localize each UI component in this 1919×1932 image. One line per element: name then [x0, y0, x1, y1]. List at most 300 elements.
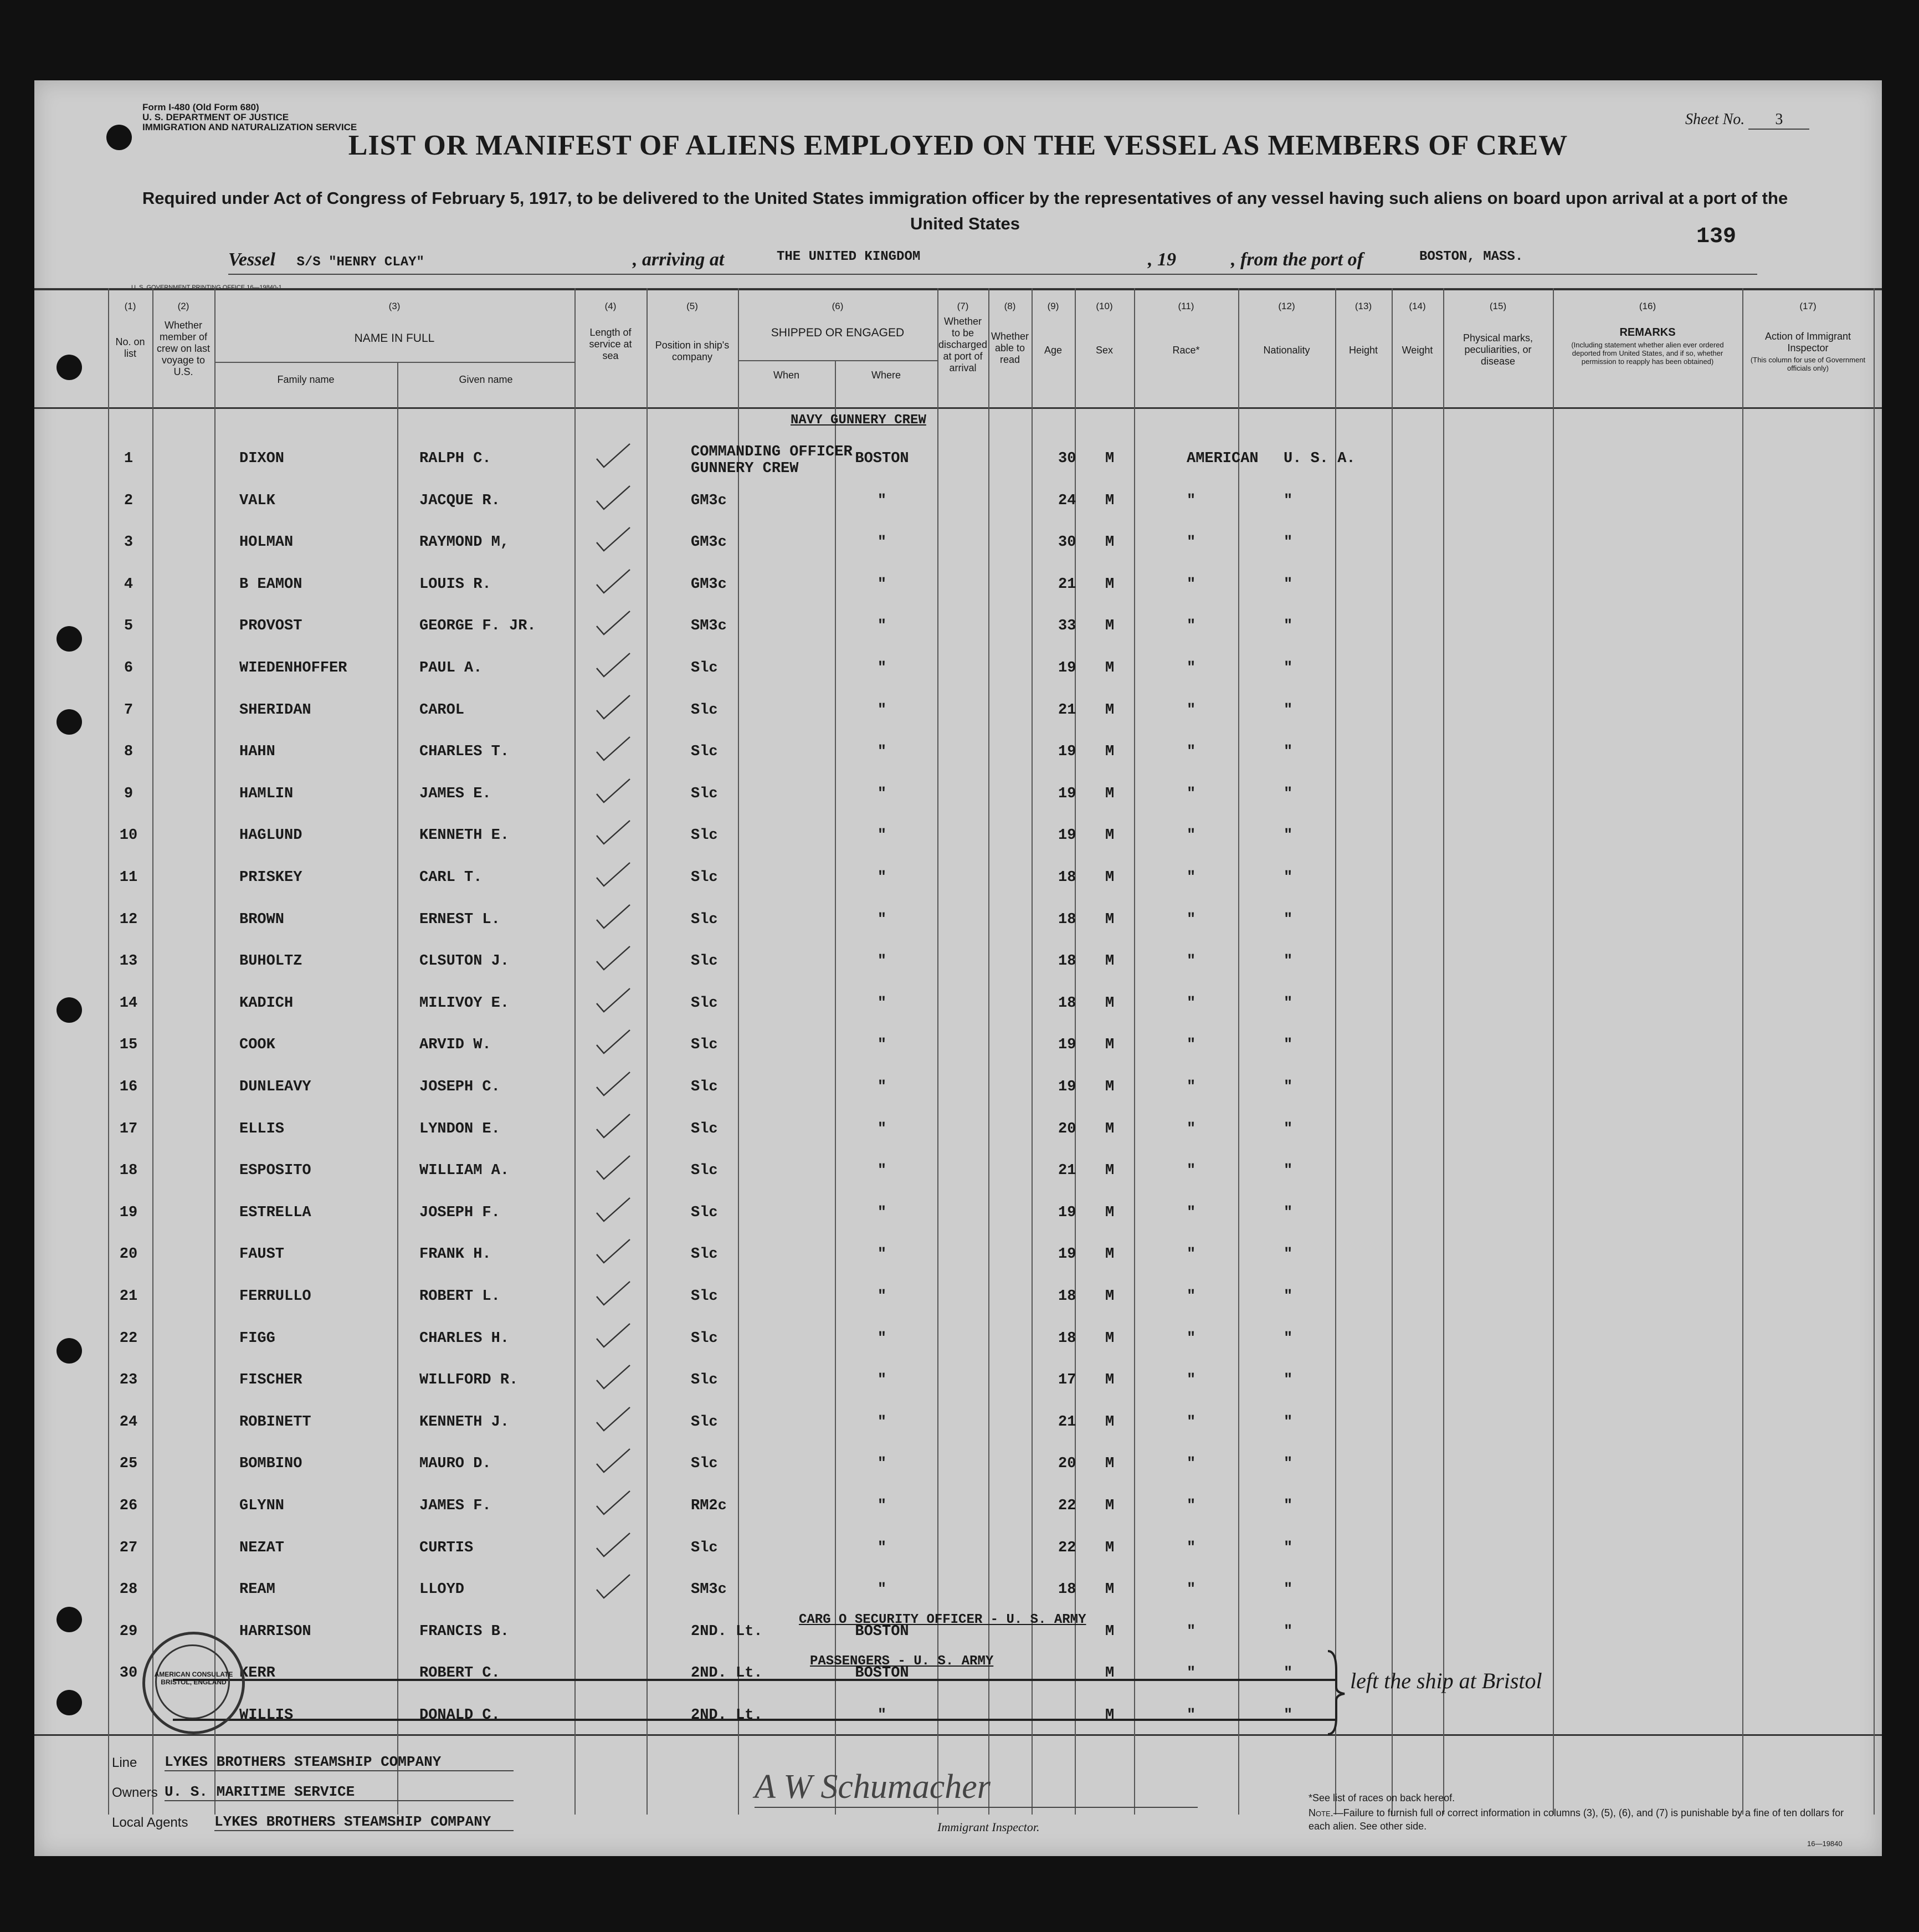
cell-given: CAROL: [419, 701, 465, 719]
header-bottom-rule: [34, 407, 1882, 409]
cell-nationality: ": [1284, 1581, 1293, 1598]
col-head-weight: Weight: [1402, 345, 1433, 356]
navy-section-header: NAVY GUNNERY CREW: [791, 413, 926, 428]
checkmark-icon: [594, 1531, 633, 1559]
punch-hole: [57, 355, 82, 380]
cell-sex: M: [1105, 660, 1115, 677]
cell-where: ": [877, 618, 887, 635]
col-head-length: Length of service at sea: [589, 327, 632, 361]
cell-given: KENNETH E.: [419, 827, 510, 844]
cell-family: ELLIS: [239, 1120, 285, 1137]
cell-nationality: ": [1284, 1456, 1293, 1473]
cell-race: ": [1187, 1372, 1196, 1389]
cell-family: KERR: [239, 1665, 275, 1682]
col-head-height: Height: [1348, 345, 1378, 356]
cell-nationality: ": [1284, 1413, 1293, 1431]
cell-race: ": [1187, 995, 1196, 1012]
cell-nationality: ": [1284, 576, 1293, 593]
table-row: [34, 827, 1882, 849]
cell-race: ": [1187, 1162, 1196, 1180]
col-head-family: Family name: [277, 374, 335, 385]
col-num: (10): [1096, 301, 1113, 311]
service-text: IMMIGRATION AND NATURALIZATION SERVICE: [142, 122, 357, 132]
cell-race: ": [1187, 1288, 1196, 1305]
cell-race: ": [1187, 869, 1196, 886]
checkmark-icon: [594, 568, 633, 596]
cell-age: 18: [1058, 869, 1076, 886]
cell-sex: M: [1105, 492, 1115, 509]
cell-sex: M: [1105, 450, 1115, 467]
line-value: LYKES BROTHERS STEAMSHIP COMPANY: [165, 1754, 514, 1771]
cell-sex: M: [1105, 827, 1115, 844]
cell-family: FERRULLO: [239, 1288, 311, 1305]
cell-position: Slc: [691, 1288, 718, 1305]
cell-where: ": [877, 1288, 887, 1305]
cell-family: REAM: [239, 1581, 275, 1598]
cell-no: 2: [124, 492, 134, 509]
cell-age: 18: [1058, 995, 1076, 1012]
cell-nationality: ": [1284, 1330, 1293, 1347]
table-top-rule: [34, 288, 1882, 290]
cell-race: ": [1187, 1120, 1196, 1137]
cell-race: ": [1187, 701, 1196, 719]
col-head-action-note: (This column for use of Government officials only): [1750, 356, 1866, 372]
col-head-when: When: [773, 370, 800, 381]
name-subheader-rule: [214, 362, 574, 363]
cell-nationality: ": [1284, 995, 1293, 1012]
checkmark-icon: [594, 1238, 633, 1265]
cell-sex: M: [1105, 869, 1115, 886]
cell-position: GM3c: [691, 576, 727, 593]
cell-no: 6: [124, 660, 134, 677]
cell-sex: M: [1105, 1037, 1115, 1054]
table-row: [34, 1079, 1882, 1101]
cell-position: Slc: [691, 1204, 718, 1221]
cell-given: RAYMOND M,: [419, 534, 510, 551]
form-id: [142, 103, 357, 132]
owners-value: U. S. MARITIME SERVICE: [165, 1784, 514, 1801]
checkmark-icon: [594, 735, 633, 763]
cell-no: 4: [124, 576, 134, 593]
table-row: [34, 444, 1882, 477]
races-note: *See list of races on back hereof.: [1309, 1792, 1455, 1803]
cell-no: 30: [119, 1665, 138, 1682]
cell-given: FRANCIS B.: [419, 1623, 510, 1640]
cell-age: 19: [1058, 827, 1076, 844]
col-num: (5): [686, 301, 698, 311]
cell-nationality: ": [1284, 1246, 1293, 1263]
cell-age: 21: [1058, 701, 1076, 719]
cell-nationality: ": [1284, 744, 1293, 761]
cell-age: 18: [1058, 1330, 1076, 1347]
cell-no: 28: [119, 1581, 138, 1598]
agents-label: Local Agents: [112, 1815, 188, 1830]
cell-where: ": [877, 1204, 887, 1221]
cell-race: ": [1187, 744, 1196, 761]
cell-position: Slc: [691, 1539, 718, 1556]
cell-position-line2: GUNNERY CREW: [691, 460, 799, 477]
cell-nationality: ": [1284, 953, 1293, 970]
cell-given: WILLIAM A.: [419, 1162, 510, 1180]
department-text: U. S. DEPARTMENT OF JUSTICE: [142, 112, 289, 122]
cell-where: ": [877, 953, 887, 970]
cell-nationality: U. S. A.: [1284, 450, 1356, 467]
cell-sex: M: [1105, 1456, 1115, 1473]
cell-given: JAMES F.: [419, 1498, 491, 1514]
cell-race: ": [1187, 534, 1196, 551]
cell-position: Slc: [691, 1246, 718, 1263]
table-row: [34, 618, 1882, 640]
cell-given: LLOYD: [419, 1581, 465, 1598]
checkmark-icon: [594, 945, 633, 972]
cell-no: 15: [119, 1037, 138, 1054]
table-row: [34, 1414, 1882, 1436]
cell-where: ": [877, 1079, 887, 1095]
table-row: [34, 1707, 1882, 1729]
cell-no: 8: [124, 744, 134, 761]
cell-nationality: ": [1284, 492, 1293, 509]
cell-age: 20: [1058, 1120, 1076, 1137]
cell-age: 21: [1058, 576, 1076, 593]
cell-where: ": [877, 1707, 887, 1724]
form-id-text: Form I-480 (Old Form 680): [142, 102, 259, 112]
cell-no: 3: [124, 534, 134, 551]
cell-nationality: ": [1284, 1079, 1293, 1095]
cell-where: ": [877, 1498, 887, 1514]
col-head-race: Race*: [1172, 345, 1200, 356]
table-row: [34, 1581, 1882, 1603]
cell-family: HAMLIN: [239, 785, 294, 802]
strike-line: [173, 1719, 1336, 1721]
cell-age: 18: [1058, 1288, 1076, 1305]
cell-age: 20: [1058, 1456, 1076, 1473]
from-port-value: BOSTON, MASS.: [1419, 249, 1523, 264]
checkmark-icon: [594, 1113, 633, 1140]
col-num: (1): [124, 301, 136, 311]
cell-sex: M: [1105, 1372, 1115, 1389]
cell-nationality: ": [1284, 1665, 1293, 1682]
requirement-text: Required under Act of Congress of February 5, 1917, to be delivered to the United States immigration officer by the representatives of any vessel having such aliens on board upon arrival at a port of the United States: [142, 188, 1788, 233]
col-head-no: No. on list: [115, 336, 145, 359]
cell-no: 17: [119, 1120, 138, 1137]
cell-family: DUNLEAVY: [239, 1079, 311, 1095]
line-label: Line: [112, 1755, 137, 1770]
cell-race: ": [1187, 1581, 1196, 1598]
cell-no: 22: [119, 1330, 138, 1347]
cell-position: Slc: [691, 785, 718, 802]
cell-nationality: ": [1284, 1539, 1293, 1556]
cell-position: 2ND. Lt.: [691, 1623, 763, 1640]
cell-where: BOSTON: [855, 1665, 909, 1682]
cell-position: Slc: [691, 744, 718, 761]
cargo-section-header: CARG O SECURITY OFFICER - U. S. ARMY: [799, 1612, 1086, 1627]
cell-nationality: ": [1284, 827, 1293, 844]
cell-nationality: ": [1284, 1162, 1293, 1180]
cell-race: AMERICAN: [1187, 450, 1259, 467]
cell-position: SM3c: [691, 618, 727, 635]
table-row: [34, 660, 1882, 682]
checkmark-icon: [594, 1196, 633, 1224]
checkmark-icon: [594, 1364, 633, 1391]
col-num: (15): [1489, 301, 1507, 311]
arriving-at-value: THE UNITED KINGDOM: [777, 249, 921, 264]
cell-sex: M: [1105, 534, 1115, 551]
note-label: Note.: [1309, 1807, 1333, 1818]
table-row: [34, 534, 1882, 556]
cell-given: CHARLES H.: [419, 1330, 510, 1347]
cell-given: ARVID W.: [419, 1037, 491, 1054]
cell-race: ": [1187, 785, 1196, 802]
cell-age: 21: [1058, 1413, 1076, 1431]
failure-note: [1309, 1806, 1851, 1833]
checkmark-icon: [594, 1489, 633, 1517]
cell-sex: M: [1105, 1623, 1115, 1640]
checkmark-icon: [594, 694, 633, 721]
cell-nationality: ": [1284, 1288, 1293, 1305]
cell-sex: M: [1105, 1707, 1115, 1724]
passengers-section-header: PASSENGERS - U. S. ARMY: [810, 1654, 994, 1669]
cell-age: 22: [1058, 1539, 1076, 1556]
cell-family: DIXON: [239, 450, 285, 467]
cell-age: 18: [1058, 953, 1076, 970]
cell-given: JACQUE R.: [419, 492, 500, 509]
sheet-number-field: [1685, 111, 1809, 130]
sheet-no-value: 3: [1748, 111, 1809, 130]
cell-age: 19: [1058, 1246, 1076, 1263]
checkmark-icon: [594, 609, 633, 637]
table-row: [34, 1498, 1882, 1520]
cell-position: RM2c: [691, 1498, 727, 1514]
cell-no: 14: [119, 995, 138, 1012]
col-num: (11): [1178, 301, 1194, 311]
table-row: [34, 493, 1882, 515]
strike-line: [173, 1679, 1336, 1681]
cell-sex: M: [1105, 785, 1115, 802]
cell-sex: M: [1105, 1246, 1115, 1263]
cell-age: 21: [1058, 1162, 1076, 1180]
cell-position: GM3c: [691, 492, 727, 509]
vessel-line: [228, 249, 1757, 275]
cell-age: 33: [1058, 618, 1076, 635]
col-num: (12): [1278, 301, 1295, 311]
cell-position: Slc: [691, 660, 718, 677]
cell-age: 22: [1058, 1498, 1076, 1514]
cell-nationality: ": [1284, 1707, 1293, 1724]
cell-sex: M: [1105, 911, 1115, 928]
shipped-subheader-rule: [738, 360, 937, 361]
agents-value: LYKES BROTHERS STEAMSHIP COMPANY: [214, 1813, 514, 1831]
checkmark-icon: [594, 1070, 633, 1098]
cell-given: JOSEPH F.: [419, 1204, 500, 1221]
cell-family: HARRISON: [239, 1623, 311, 1640]
col-head-remarks-note: (Including statement whether alien ever ordered deported from United States, and if so, whether permission to reapply has been obtained): [1571, 341, 1724, 366]
cell-no: 16: [119, 1079, 138, 1095]
cell-family: WILLIS: [239, 1707, 294, 1724]
cell-race: ": [1187, 1539, 1196, 1556]
checkmark-icon: [594, 1406, 633, 1433]
cell-no: 23: [119, 1372, 138, 1389]
cell-position: Slc: [691, 1120, 718, 1137]
cell-no: 7: [124, 701, 134, 719]
table-row: [34, 995, 1882, 1017]
cell-position: GM3c: [691, 534, 727, 551]
checkmark-icon: [594, 1154, 633, 1182]
cell-nationality: ": [1284, 660, 1293, 677]
cell-where: ": [877, 1330, 887, 1347]
cell-sex: M: [1105, 1498, 1115, 1514]
cell-nationality: ": [1284, 1120, 1293, 1137]
cell-race: ": [1187, 1204, 1196, 1221]
cell-sex: M: [1105, 1581, 1115, 1598]
inspector-signature: A W Schumacher: [755, 1767, 1198, 1808]
col-num: (7): [957, 301, 969, 311]
checkmark-icon: [594, 987, 633, 1014]
cell-given: DONALD C.: [419, 1707, 500, 1724]
cell-race: ": [1187, 576, 1196, 593]
cell-no: 27: [119, 1539, 138, 1556]
owners-label: Owners: [112, 1785, 158, 1800]
cell-sex: M: [1105, 576, 1115, 593]
cell-position: Slc: [691, 1037, 718, 1054]
table-row: [34, 1246, 1882, 1268]
cell-position: Slc: [691, 1162, 718, 1180]
table-row: [34, 702, 1882, 724]
cell-family: KADICH: [239, 995, 294, 1012]
cell-race: ": [1187, 1413, 1196, 1431]
checkmark-icon: [594, 652, 633, 679]
checkmark-icon: [594, 1447, 633, 1475]
cell-family: BROWN: [239, 911, 285, 928]
col-num: (9): [1047, 301, 1059, 311]
cell-where: ": [877, 534, 887, 551]
cell-sex: M: [1105, 1204, 1115, 1221]
cell-family: BOMBINO: [239, 1456, 302, 1473]
cell-no: 11: [119, 869, 138, 886]
cell-given: MAURO D.: [419, 1456, 491, 1473]
cell-no: 24: [119, 1413, 138, 1431]
cell-age: 18: [1058, 911, 1076, 928]
form-code: 16—19840: [1807, 1839, 1843, 1848]
cell-nationality: ": [1284, 534, 1293, 551]
cell-position: Slc: [691, 995, 718, 1012]
col-num: (14): [1409, 301, 1426, 311]
cell-position: 2ND. Lt.: [691, 1665, 763, 1682]
cell-family: PROVOST: [239, 618, 302, 635]
page-number: 139: [1696, 224, 1737, 249]
cell-sex: M: [1105, 1162, 1115, 1180]
table-row: [34, 1540, 1882, 1562]
cell-sex: M: [1105, 1539, 1115, 1556]
cell-nationality: ": [1284, 1623, 1293, 1640]
cell-where: ": [877, 785, 887, 802]
cell-position: Slc: [691, 1456, 718, 1473]
cell-age: 19: [1058, 744, 1076, 761]
col-head-physical: Physical marks, peculiarities, or disease: [1463, 332, 1533, 367]
cell-given: MILIVOY E.: [419, 995, 510, 1012]
cell-family: HAGLUND: [239, 827, 302, 844]
cell-sex: M: [1105, 618, 1115, 635]
cell-where: ": [877, 1162, 887, 1180]
checkmark-icon: [594, 903, 633, 931]
cell-race: ": [1187, 1665, 1196, 1682]
col-num: (16): [1639, 301, 1656, 311]
cell-family: VALK: [239, 492, 275, 509]
col-head-remarks: REMARKS: [1619, 326, 1676, 339]
checkmark-icon: [594, 819, 633, 847]
cell-where: ": [877, 827, 887, 844]
cell-given: KENNETH J.: [419, 1413, 510, 1431]
checkmark-icon: [594, 1322, 633, 1350]
cell-given: CURTIS: [419, 1539, 474, 1556]
table-row: [34, 786, 1882, 808]
cell-given: ERNEST L.: [419, 911, 500, 928]
cell-family: HAHN: [239, 744, 275, 761]
cell-given: WILLFORD R.: [419, 1372, 519, 1389]
cell-family: SHERIDAN: [239, 701, 311, 719]
cell-family: ESPOSITO: [239, 1162, 311, 1180]
col-num: (3): [388, 301, 401, 311]
col-head-nationality: Nationality: [1263, 345, 1310, 356]
cell-where: ": [877, 1413, 887, 1431]
cell-given: LYNDON E.: [419, 1120, 500, 1137]
cell-given: ROBERT L.: [419, 1288, 500, 1305]
table-row: [34, 1623, 1882, 1646]
cell-nationality: ": [1284, 1498, 1293, 1514]
cell-no: 13: [119, 953, 138, 970]
cell-nationality: ": [1284, 785, 1293, 802]
stamp-text: AMERICAN CONSULATE BRISTOL, ENGLAND: [154, 1670, 233, 1686]
cell-nationality: ": [1284, 618, 1293, 635]
cell-race: ": [1187, 1456, 1196, 1473]
col-head-name: NAME IN FULL: [354, 332, 435, 345]
cell-family: FIGG: [239, 1330, 275, 1347]
cell-where: ": [877, 995, 887, 1012]
cell-no: 12: [119, 911, 138, 928]
cell-no: 10: [119, 827, 138, 844]
col-num: (6): [832, 301, 844, 311]
year-label: , 19: [1148, 249, 1176, 270]
cell-where: ": [877, 1037, 887, 1054]
cell-position: Slc: [691, 1413, 718, 1431]
checkmark-icon: [594, 861, 633, 889]
inspector-label: Immigrant Inspector.: [937, 1820, 1040, 1834]
cell-race: ": [1187, 1246, 1196, 1263]
brace-mark: [1325, 1648, 1347, 1737]
col-num: (4): [604, 301, 617, 311]
checkmark-icon: [594, 777, 633, 805]
cell-position: Slc: [691, 911, 718, 928]
cell-race: ": [1187, 1707, 1196, 1724]
table-row: [34, 1121, 1882, 1143]
table-row: [34, 911, 1882, 934]
cell-position: Slc: [691, 869, 718, 886]
checkmark-icon: [594, 1280, 633, 1308]
cell-sex: M: [1105, 1665, 1115, 1682]
cell-age: 17: [1058, 1372, 1076, 1389]
checkmark-icon: [594, 442, 633, 470]
cell-age: 19: [1058, 1204, 1076, 1221]
table-row: [34, 869, 1882, 891]
cell-nationality: ": [1284, 911, 1293, 928]
cell-race: ": [1187, 660, 1196, 677]
cell-position: Slc: [691, 1372, 718, 1389]
cell-family: NEZAT: [239, 1539, 285, 1556]
checkmark-icon: [594, 1573, 633, 1601]
cell-no: 9: [124, 785, 134, 802]
cell-given: PAUL A.: [419, 660, 483, 677]
from-port-label: , from the port of: [1231, 249, 1363, 270]
cell-given: JAMES E.: [419, 785, 491, 802]
